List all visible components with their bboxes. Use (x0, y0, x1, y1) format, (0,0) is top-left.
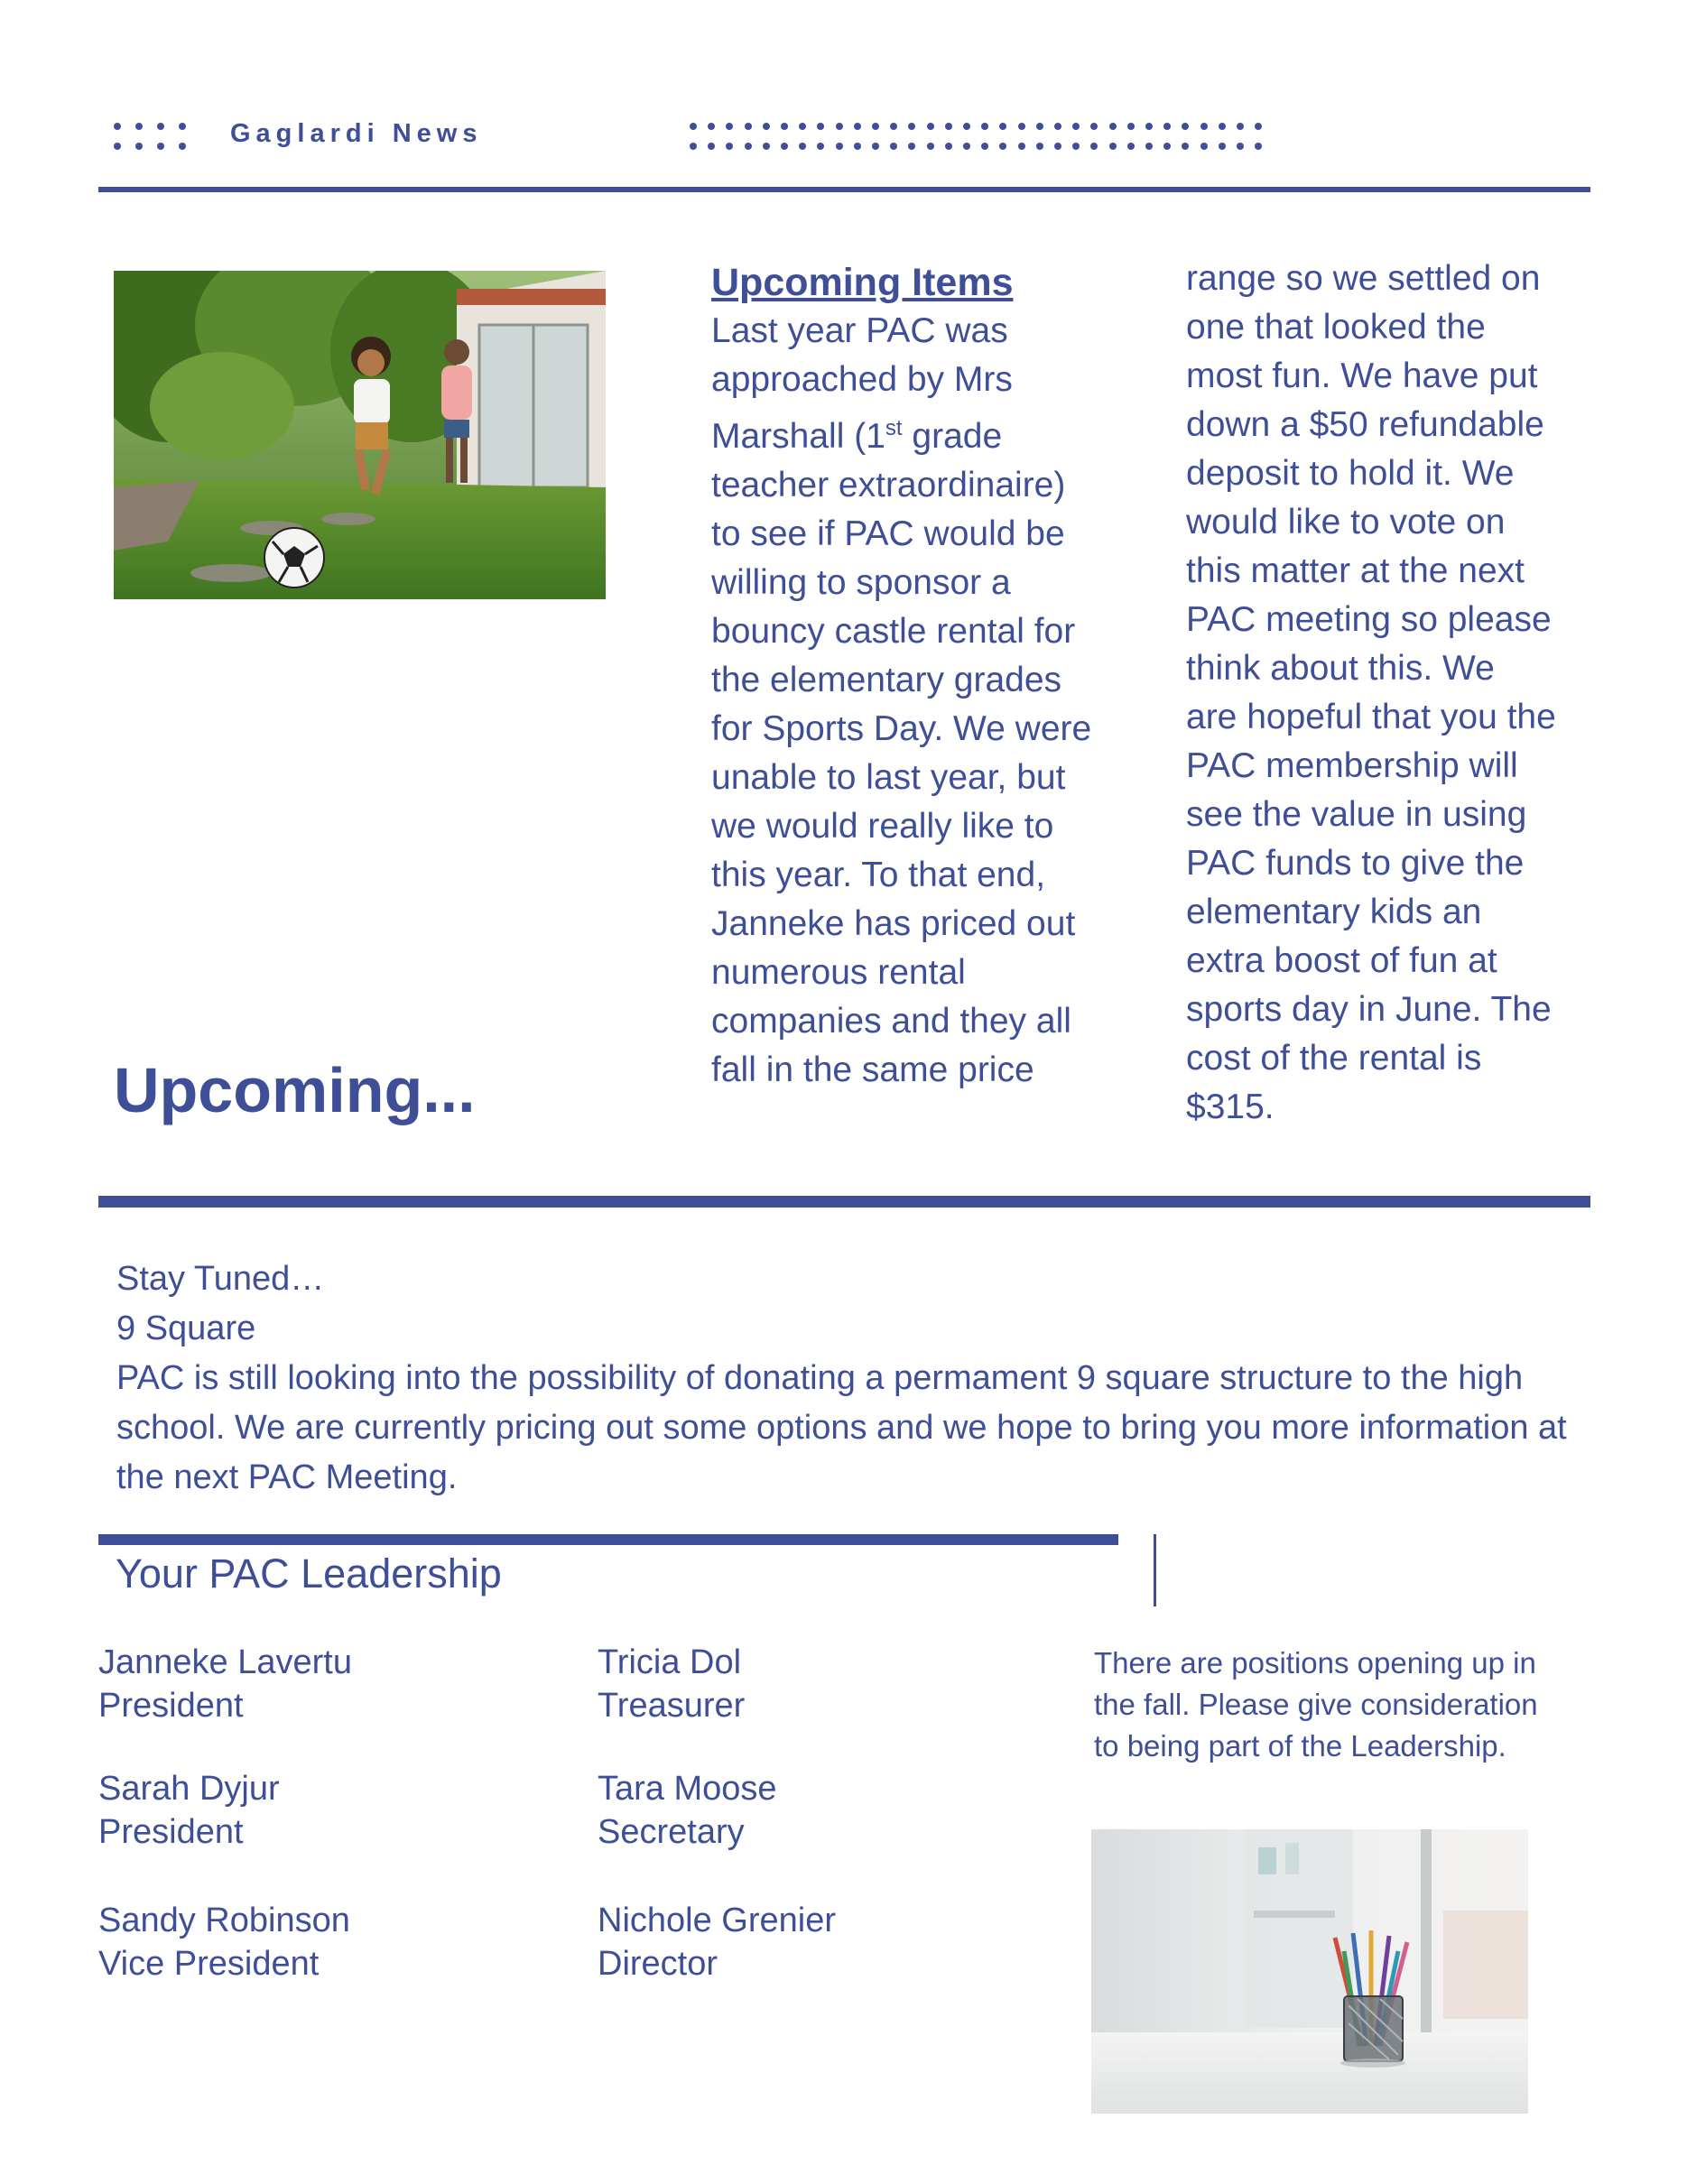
upcoming-items-line: approached by Mrs (711, 360, 1013, 399)
masthead-dot (799, 143, 806, 150)
upcoming-items-line: most fun. We have put (1186, 356, 1538, 395)
masthead-dot (1109, 143, 1117, 150)
masthead-dot (157, 123, 164, 130)
masthead-dot (1163, 123, 1171, 130)
leader-entry (98, 1899, 350, 1985)
masthead-dot (799, 123, 806, 130)
upcoming-items-line: the elementary grades (711, 661, 1062, 699)
leader-name: Sarah Dyjur (98, 1770, 280, 1808)
leadership-rule (98, 1534, 1118, 1545)
leader-role: Treasurer (598, 1687, 746, 1725)
upcoming-items-line: Marshall (1st grade (711, 416, 1003, 456)
upcoming-items-line: $315. (1186, 1087, 1275, 1126)
section-rule (98, 1196, 1590, 1208)
upcoming-items-line: deposit to hold it. We (1186, 454, 1515, 493)
masthead-dot (1127, 123, 1135, 130)
upcoming-items-line: numerous rental (711, 953, 966, 992)
masthead-dot (763, 143, 770, 150)
masthead-dot (999, 123, 1006, 130)
masthead-dot (1237, 123, 1244, 130)
masthead-dot (1145, 123, 1153, 130)
leader-name: Tara Moose (598, 1770, 777, 1808)
leader-entry (598, 1641, 745, 1727)
upcoming-items-line: PAC meeting so please (1186, 600, 1552, 639)
upcoming-items-col1 (711, 258, 1145, 1095)
leader-role: President (98, 1813, 244, 1851)
pencil-cup-photo (1091, 1829, 1528, 2114)
masthead-dot (981, 143, 988, 150)
upcoming-items-line: extra boost of fun at (1186, 941, 1497, 980)
leader-entry (98, 1767, 280, 1854)
upcoming-items-line: one that looked the (1186, 308, 1486, 347)
masthead-dot (945, 123, 952, 130)
masthead-dot (114, 143, 121, 150)
masthead-dot (1109, 123, 1117, 130)
masthead-dot (927, 123, 934, 130)
masthead-dot (135, 123, 143, 130)
upcoming-items-line: bouncy castle rental for (711, 612, 1076, 651)
masthead-dot (1145, 143, 1153, 150)
positions-notice: There are positions opening up in the fall. Please give consideration to being part of the Leadership. (1094, 1646, 1538, 1763)
leader-role: Director (598, 1945, 718, 1983)
masthead-dot (908, 123, 915, 130)
masthead-dot (999, 143, 1006, 150)
upcoming-items-line: fall in the same price (711, 1050, 1034, 1089)
upcoming-items-line: to see if PAC would be (711, 514, 1065, 553)
masthead-title: Gaglardi News (230, 119, 483, 148)
upcoming-items-line: are hopeful that you the (1186, 698, 1556, 736)
masthead-dot (690, 123, 697, 130)
kids-soccer-photo (114, 271, 606, 599)
masthead-dot (1090, 123, 1098, 130)
masthead-dot (726, 123, 733, 130)
upcoming-items-col2 (1186, 254, 1601, 1132)
masthead-dot (1255, 143, 1262, 150)
masthead-dot (1054, 143, 1061, 150)
masthead-dot (745, 123, 752, 130)
masthead-dot (157, 143, 164, 150)
upcoming-items-line: teacher extraordinaire) (711, 466, 1066, 504)
masthead-dot (1018, 123, 1025, 130)
masthead-dot (817, 123, 824, 130)
masthead-dot (1036, 143, 1043, 150)
masthead-dot (945, 143, 952, 150)
upcoming-items-line: this matter at the next (1186, 551, 1525, 590)
masthead-dot (908, 143, 915, 150)
upcoming-items-col2-body (1186, 254, 1601, 1132)
ordinal-suffix: st (885, 416, 903, 440)
masthead-dot (1219, 143, 1226, 150)
upcoming-items-line: for Sports Day. We were (711, 709, 1092, 748)
leader-name: Tricia Dol (598, 1643, 742, 1681)
masthead-dot (890, 143, 897, 150)
masthead-dot (963, 123, 970, 130)
masthead-dot (1255, 123, 1262, 130)
leader-entry (98, 1641, 352, 1727)
stay-tuned-body: PAC is still looking into the possibility of donating a permament 9 square structure to the high school. We are currently pricing out some options and we hope to bring you more information at the next PAC Meeting. (116, 1359, 1567, 1496)
masthead-dot (179, 143, 186, 150)
upcoming-items-line: range so we settled on (1186, 259, 1541, 298)
masthead-dot (1072, 143, 1080, 150)
masthead-dot (981, 123, 988, 130)
upcoming-items-heading[interactable]: Upcoming Items (711, 261, 1014, 304)
masthead-dot (927, 143, 934, 150)
upcoming-items-line: would like to vote on (1186, 503, 1506, 541)
upcoming-items-line: this year. To that end, (711, 856, 1046, 894)
upcoming-items-line: Janneke has priced out (711, 904, 1076, 943)
masthead-dot (1163, 143, 1171, 150)
upcoming-items-line: unable to last year, but (711, 758, 1066, 797)
masthead-dot (781, 143, 788, 150)
leader-entry (598, 1767, 777, 1854)
upcoming-items-line: PAC funds to give the (1186, 844, 1525, 883)
masthead-dot (1182, 123, 1189, 130)
masthead-dot (854, 123, 861, 130)
masthead-dot (745, 143, 752, 150)
masthead-dot (836, 123, 843, 130)
masthead-dot (963, 143, 970, 150)
masthead-dot (872, 123, 879, 130)
section-title: Upcoming... (114, 1055, 476, 1125)
leadership-heading: Your PAC Leadership (116, 1550, 502, 1596)
masthead-dot (708, 123, 715, 130)
upcoming-items-line: we would really like to (711, 807, 1054, 846)
masthead-dot (1200, 143, 1208, 150)
leadership-vertical-rule (1154, 1534, 1156, 1606)
masthead-dot (690, 143, 697, 150)
masthead-dot (1090, 143, 1098, 150)
masthead-dot (1018, 143, 1025, 150)
masthead-dot (1054, 123, 1061, 130)
masthead-dot (1072, 123, 1080, 130)
masthead-dot (1219, 123, 1226, 130)
masthead-dot (854, 143, 861, 150)
upcoming-items-line: willing to sponsor a (711, 563, 1011, 602)
upcoming-items-line: think about this. We (1186, 649, 1495, 688)
masthead-dot (726, 143, 733, 150)
masthead-dot (872, 143, 879, 150)
masthead-dot (114, 123, 121, 130)
masthead-dot (135, 143, 143, 150)
leader-role: President (98, 1687, 244, 1725)
masthead-dot (781, 123, 788, 130)
leader-role: Vice President (98, 1945, 320, 1983)
upcoming-items-line: sports day in June. The (1186, 990, 1552, 1029)
stay-tuned-line: Stay Tuned… (116, 1260, 325, 1298)
stay-tuned-section (116, 1254, 1597, 1503)
leader-role: Secretary (598, 1813, 745, 1851)
masthead-dot (708, 143, 715, 150)
masthead-dot (1036, 123, 1043, 130)
masthead-dot (763, 123, 770, 130)
masthead-dot (1182, 143, 1189, 150)
masthead-dot (890, 123, 897, 130)
upcoming-items-line: see the value in using (1186, 795, 1527, 834)
leader-name: Nichole Grenier (598, 1902, 836, 1939)
masthead-dot (836, 143, 843, 150)
masthead-dot (1127, 143, 1135, 150)
leader-name: Janneke Lavertu (98, 1643, 352, 1681)
upcoming-items-line: cost of the rental is (1186, 1039, 1482, 1078)
upcoming-items-line: down a $50 refundable (1186, 405, 1544, 444)
masthead-dot (1237, 143, 1244, 150)
nine-square-line: 9 Square (116, 1309, 256, 1347)
leader-name: Sandy Robinson (98, 1902, 350, 1939)
masthead-dot (817, 143, 824, 150)
leader-entry (598, 1899, 836, 1985)
masthead-dot (1200, 123, 1208, 130)
masthead-dot (179, 123, 186, 130)
upcoming-items-col1-body (711, 307, 1145, 1095)
upcoming-items-line: Last year PAC was (711, 311, 1008, 350)
upcoming-items-line: elementary kids an (1186, 893, 1482, 931)
masthead-rule (98, 187, 1590, 192)
upcoming-items-line: PAC membership will (1186, 746, 1518, 785)
upcoming-items-line: companies and they all (711, 1002, 1071, 1041)
